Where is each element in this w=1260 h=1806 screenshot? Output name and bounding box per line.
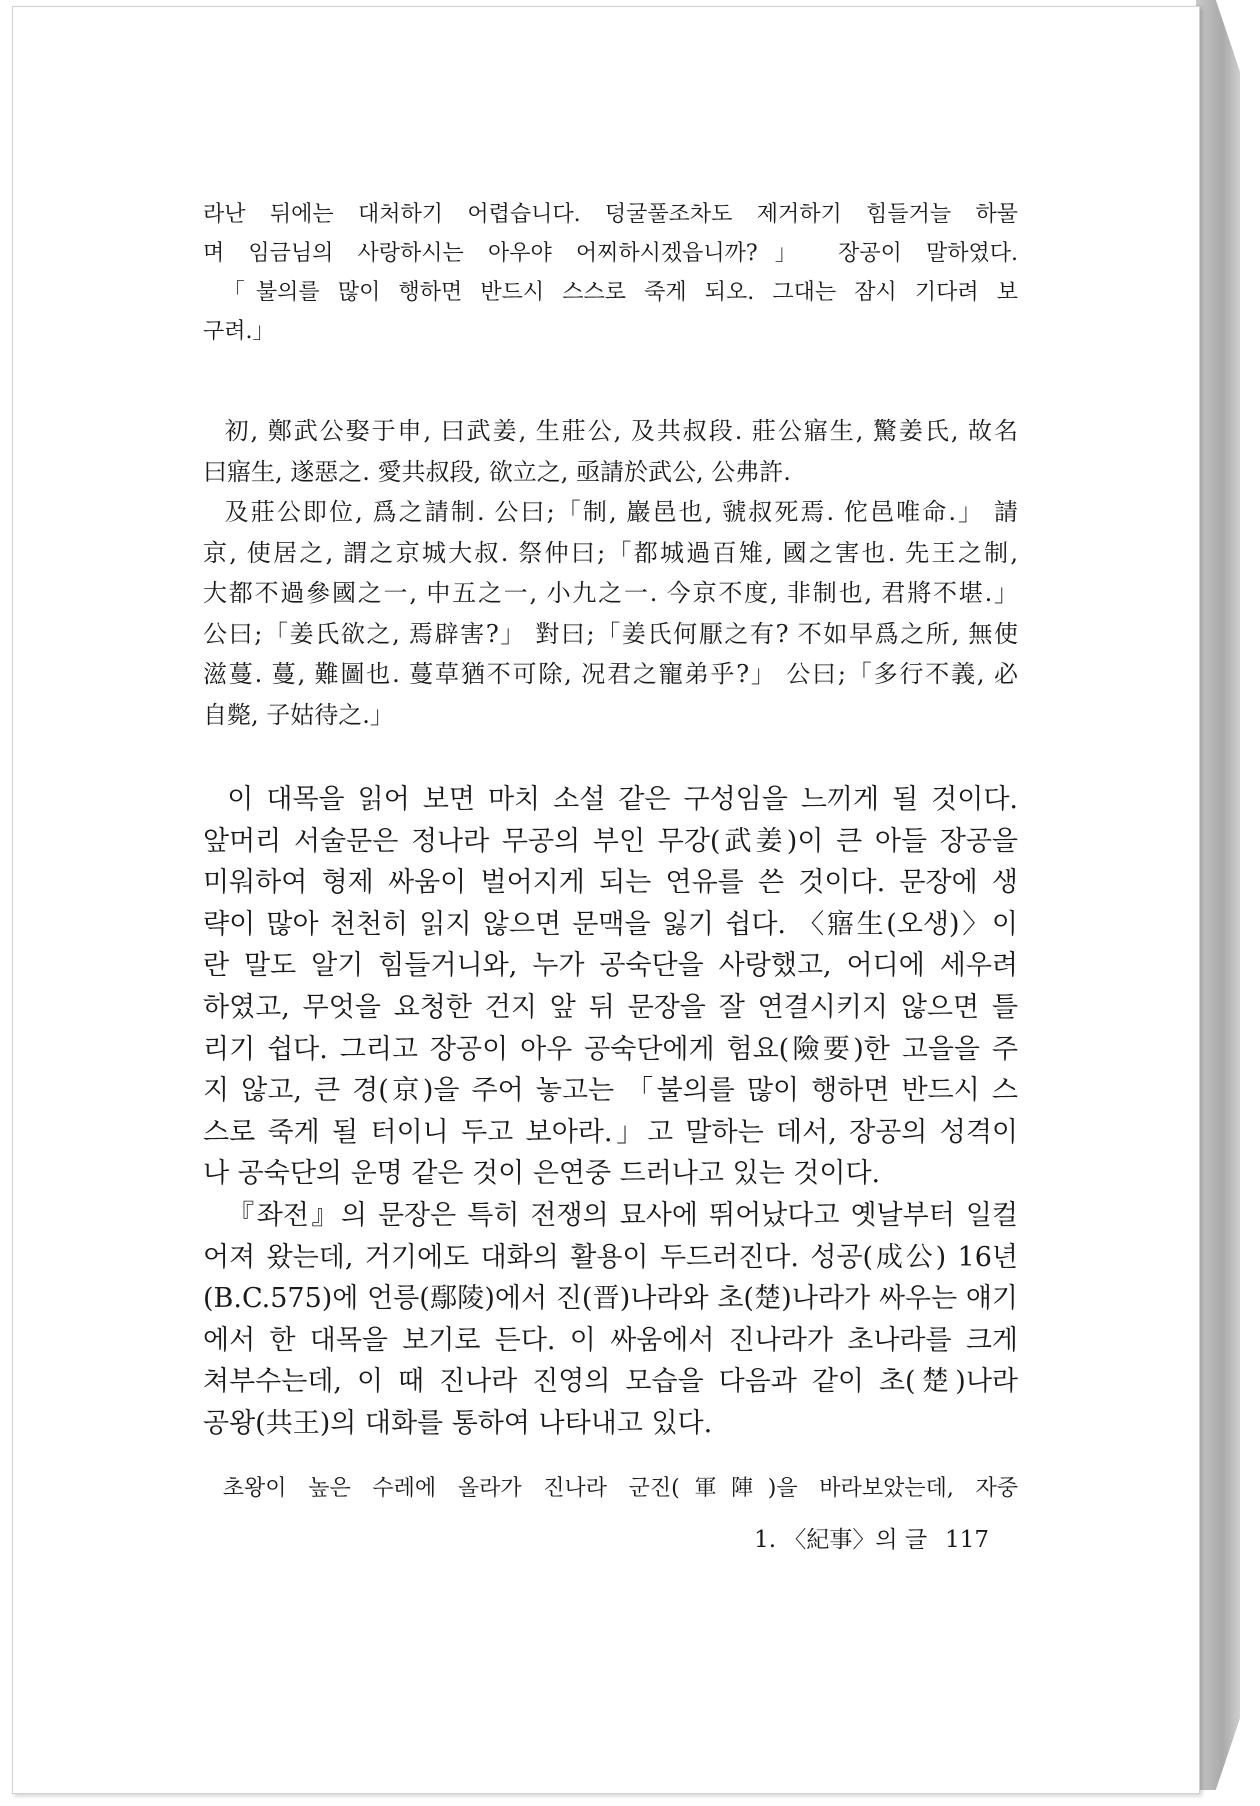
top-dialogue bbox=[203, 195, 1018, 351]
text-line: 리기 쉽다. 그리고 장공이 아우 공숙단에게 험요(險要)한 고을을 주 bbox=[203, 1033, 1018, 1065]
text-line: 하였고, 무엇을 요청한 건지 앞 뒤 문장을 잘 연결시키지 않으면 틀 bbox=[203, 991, 1018, 1023]
commentary-paragraph-2 bbox=[203, 1195, 1018, 1445]
text-line: 어져 왔는데, 거기에도 대화의 활용이 두드러진다. 성공(成公) 16년 bbox=[203, 1241, 1018, 1273]
text-line: 공왕(共王)의 대화를 통하여 나타내고 있다. bbox=[203, 1407, 713, 1439]
text-line: 초왕이 높은 수레에 올라가 진나라 군진(軍陣)을 바라보았는데, 자중 bbox=[222, 1476, 1018, 1501]
text-line: 란 말도 알기 힘들거니와, 누가 공숙단을 사랑했고, 어디에 세우려 bbox=[203, 950, 1018, 982]
page-number: 117 bbox=[945, 1527, 989, 1553]
quoted-translation bbox=[203, 1469, 1018, 1508]
text-line: 「불의를 많이 행하면 반드시 스스로 죽게 되오. 그대는 잠시 기다려 보 bbox=[222, 280, 1018, 305]
text-line: 스로 죽게 될 터이니 두고 보아라.」고 말하는 데서, 장공의 성격이 bbox=[203, 1116, 1018, 1148]
text-line: 初, 鄭武公娶于申, 曰武姜, 生莊公, 及共叔段. 莊公寤生, 驚姜氏, 故名 bbox=[224, 417, 1018, 445]
text-line: 京, 使居之, 謂之京城大叔. 祭仲曰;「都城過百雉, 國之害也. 先王之制, bbox=[203, 538, 1018, 567]
text-line: 『좌전』의 문장은 특히 전쟁의 묘사에 뛰어났다고 옛날부터 일컬 bbox=[227, 1200, 1018, 1231]
text-line: 나 공숙단의 운명 같은 것이 은연중 드러나고 있는 것이다. bbox=[203, 1158, 881, 1190]
text-line: 구려.」 bbox=[203, 319, 275, 344]
text-line: 自斃, 子姑待之.」 bbox=[203, 700, 394, 729]
text-line: 滋蔓. 蔓, 難圖也. 蔓草猶不可除, 况君之寵弟乎?」 公曰;「多行不義, 必 bbox=[203, 660, 1018, 688]
text-line: 앞머리 서술문은 정나라 무공의 부인 무강(武姜)이 큰 아들 장공을 bbox=[203, 825, 1018, 857]
text-line: 大都不過參國之一, 中五之一, 小九之一. 今京不度, 非制也, 君將不堪.」 bbox=[203, 579, 1018, 607]
book-page bbox=[12, 6, 1200, 1794]
text-line: 公曰;「姜氏欲之, 焉辟害?」 對曰;「姜氏何厭之有? 不如早爲之所, 無使 bbox=[203, 619, 1018, 648]
section-title: 1. 〈紀事〉의 글 bbox=[754, 1527, 928, 1553]
text-line: 에서 한 대목을 보기로 든다. 이 싸움에서 진나라가 초나라를 크게 bbox=[203, 1324, 1018, 1356]
text-line: 쳐부수는데, 이 때 진나라 진영의 모습을 다음과 같이 초(楚)나라 bbox=[203, 1366, 1018, 1398]
running-footer bbox=[754, 1521, 989, 1554]
commentary-paragraph-1 bbox=[203, 779, 1018, 1195]
text-line: 지 않고, 큰 경(京)을 주어 놓고는 「불의를 많이 행하면 반드시 스 bbox=[203, 1075, 1018, 1107]
text-line: 라난 뒤에는 대처하기 어렵습니다. 덩굴풀조차도 제거하기 힘들거늘 하물 bbox=[203, 202, 1018, 227]
text-line: 며 임금님의 사랑하시는 아우야 어찌하시겠읍니까?」 장공이 말하였다. bbox=[203, 241, 1018, 266]
text-line: (B.C.575)에 언릉(鄢陵)에서 진(晋)나라와 초(楚)나라가 싸우는 얘기 bbox=[203, 1283, 1018, 1315]
hanja-passage bbox=[203, 411, 1018, 735]
text-line: 략이 많아 천천히 읽지 않으면 문맥을 잃기 쉽다. 〈寤生(오생)〉이 bbox=[203, 908, 1018, 940]
text-line: 及莊公即位, 爲之請制. 公曰;「制, 巖邑也, 虢叔死焉. 佗邑唯命.」 請 bbox=[224, 498, 1018, 526]
text-line: 이 대목을 읽어 보면 마치 소설 같은 구성임을 느끼게 될 것이다. bbox=[227, 784, 1018, 815]
text-line: 미워하여 형제 싸움이 벌어지게 되는 연유를 쓴 것이다. 문장에 생 bbox=[203, 867, 1018, 899]
text-line: 曰寤生, 遂惡之. 愛共叔段, 欲立之, 亟請於武公, 公弗許. bbox=[203, 457, 791, 486]
page-edge-shadow bbox=[1196, 0, 1240, 1790]
